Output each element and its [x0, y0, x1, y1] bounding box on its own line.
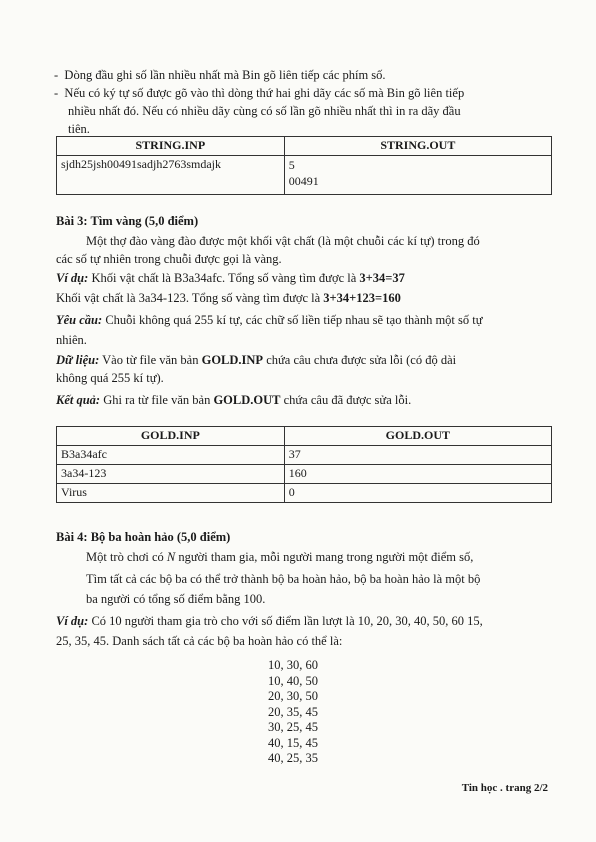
list-item: 10, 40, 50	[268, 673, 318, 688]
input-text-b: chứa câu chưa được sửa lỗi (có độ dài	[263, 353, 457, 367]
gold-io-table	[56, 426, 552, 503]
table1-input-cell: sjdh25jsh00491sadjh2763smdajk	[57, 156, 285, 195]
bai4-var-n: N	[166, 550, 176, 564]
table1-output-line-2: 00491	[288, 174, 319, 188]
bai4-example-l2: 25, 35, 45. Danh sách tất cả các bộ ba hoàn hảo có thể là:	[56, 634, 343, 648]
table2-cell: 37	[284, 446, 551, 465]
triples-list	[268, 658, 318, 767]
page-footer: Tin học . trang 2/2	[461, 782, 548, 794]
bullet-line-2: - Nếu có ký tự số được gõ vào thì dòng thứ hai ghi dãy các số mà Bin gõ liên tiếp	[54, 86, 465, 100]
bai4-para-a: Một trò chơi có	[86, 550, 167, 564]
input-filename: GOLD.INP	[201, 353, 264, 367]
input-text-a: Vào từ file văn bản	[99, 353, 202, 367]
bullet-2-text-l3: tiên.	[68, 122, 90, 136]
requirement-text: Chuỗi không quá 255 kí tự, các chữ số liền tiếp nhau sẽ tạo thành một số tự	[102, 313, 483, 327]
bai4-example-text: Có 10 người tham gia trò cho với số điểm lần lượt là 10, 20, 30, 40, 50, 60 15,	[88, 614, 483, 628]
bai3-requirement-l1	[56, 313, 483, 328]
list-item: 30, 25, 45	[268, 720, 318, 734]
output-label: Kết quả:	[56, 393, 101, 407]
output-text-b: chứa câu đã được sửa lỗi.	[280, 393, 412, 407]
bullet-1-text: Dòng đầu ghi số lần nhiều nhất mà Bin gõ liên tiếp các phím số.	[64, 68, 386, 82]
list-item: 40, 25, 35	[268, 751, 318, 765]
table2-cell: B3a34afc	[57, 446, 285, 465]
table2-cell: 160	[284, 465, 551, 484]
bai3-example-line-1	[56, 271, 405, 286]
table2-cell: 3a34-123	[57, 465, 285, 484]
table-row	[57, 446, 552, 465]
bai3-para-l1: Một thợ đào vàng đào được một khối vật chất (là một chuỗi các kí tự) trong đó	[86, 234, 480, 248]
example-label: Ví dụ:	[56, 271, 89, 285]
table2-cell: 0	[284, 484, 551, 503]
table2-header-output: GOLD.OUT	[284, 427, 551, 446]
bai4-para-l3: ba người có tổng số điểm bằng 100.	[86, 592, 266, 606]
example2-sum: 3+34+123=160	[323, 291, 401, 305]
bai3-para-l2: các số tự nhiên trong chuỗi được gọi là vàng.	[56, 252, 282, 266]
bai3-input-l1	[56, 353, 456, 368]
list-item: 10, 30, 60	[268, 658, 318, 672]
table-row	[57, 465, 552, 484]
bullet-2-text-l2: nhiều nhất đó. Nếu có nhiều dãy cùng có số lần gõ nhiều nhất thì in ra dãy đầu	[68, 104, 461, 118]
bai4-para-l1	[86, 550, 473, 565]
bai3-output-line	[56, 393, 411, 408]
requirement-label: Yêu cầu:	[56, 313, 103, 327]
list-item: 40, 15, 45	[268, 735, 318, 750]
bai4-para-l2: Tìm tất cả các bộ ba có thể trở thành bộ ba hoàn hảo, bộ ba hoàn hảo là một bộ	[86, 572, 481, 586]
bai3-title: Bài 3: Tìm vàng (5,0 điểm)	[56, 214, 199, 228]
bullet-line-1: - Dòng đầu ghi số lần nhiều nhất mà Bin gõ liên tiếp các phím số.	[54, 68, 386, 82]
string-io-table	[56, 136, 552, 195]
table-row	[57, 484, 552, 503]
table2-cell: Virus	[57, 484, 285, 503]
table1-header-output: STRING.OUT	[284, 137, 551, 156]
input-label: Dữ liệu:	[56, 353, 100, 367]
bai4-para-b: người tham gia, mỗi người mang trong người một điểm số,	[175, 550, 474, 564]
bai4-example-label: Ví dụ:	[56, 614, 89, 628]
bullet-2-text-l1: Nếu có ký tự số được gõ vào thì dòng thứ hai ghi dãy các số mà Bin gõ liên tiếp	[64, 86, 465, 100]
table1-output-cell	[284, 156, 551, 195]
bai3-requirement-l2: nhiên.	[56, 333, 87, 347]
table2-header-input: GOLD.INP	[57, 427, 285, 446]
table1-header-input: STRING.INP	[57, 137, 285, 156]
table1-output-line-1: 5	[288, 158, 295, 172]
example-text: Khối vật chất là B3a34afc. Tổng số vàng tìm được là	[88, 271, 360, 285]
list-item: 20, 30, 50	[268, 689, 318, 703]
bai4-example-l1	[56, 614, 483, 629]
example2-text: Khối vật chất là 3a34-123. Tổng số vàng tìm được là	[56, 291, 324, 305]
example-sum: 3+34=37	[359, 271, 405, 285]
list-item: 20, 35, 45	[268, 704, 318, 719]
output-text-a: Ghi ra từ file văn bản	[100, 393, 214, 407]
bai4-title: Bài 4: Bộ ba hoàn hảo (5,0 điểm)	[56, 530, 231, 544]
output-filename: GOLD.OUT	[213, 393, 281, 407]
bai3-input-l2: không quá 255 kí tự).	[56, 371, 164, 385]
bai3-example-line-2	[56, 291, 401, 306]
